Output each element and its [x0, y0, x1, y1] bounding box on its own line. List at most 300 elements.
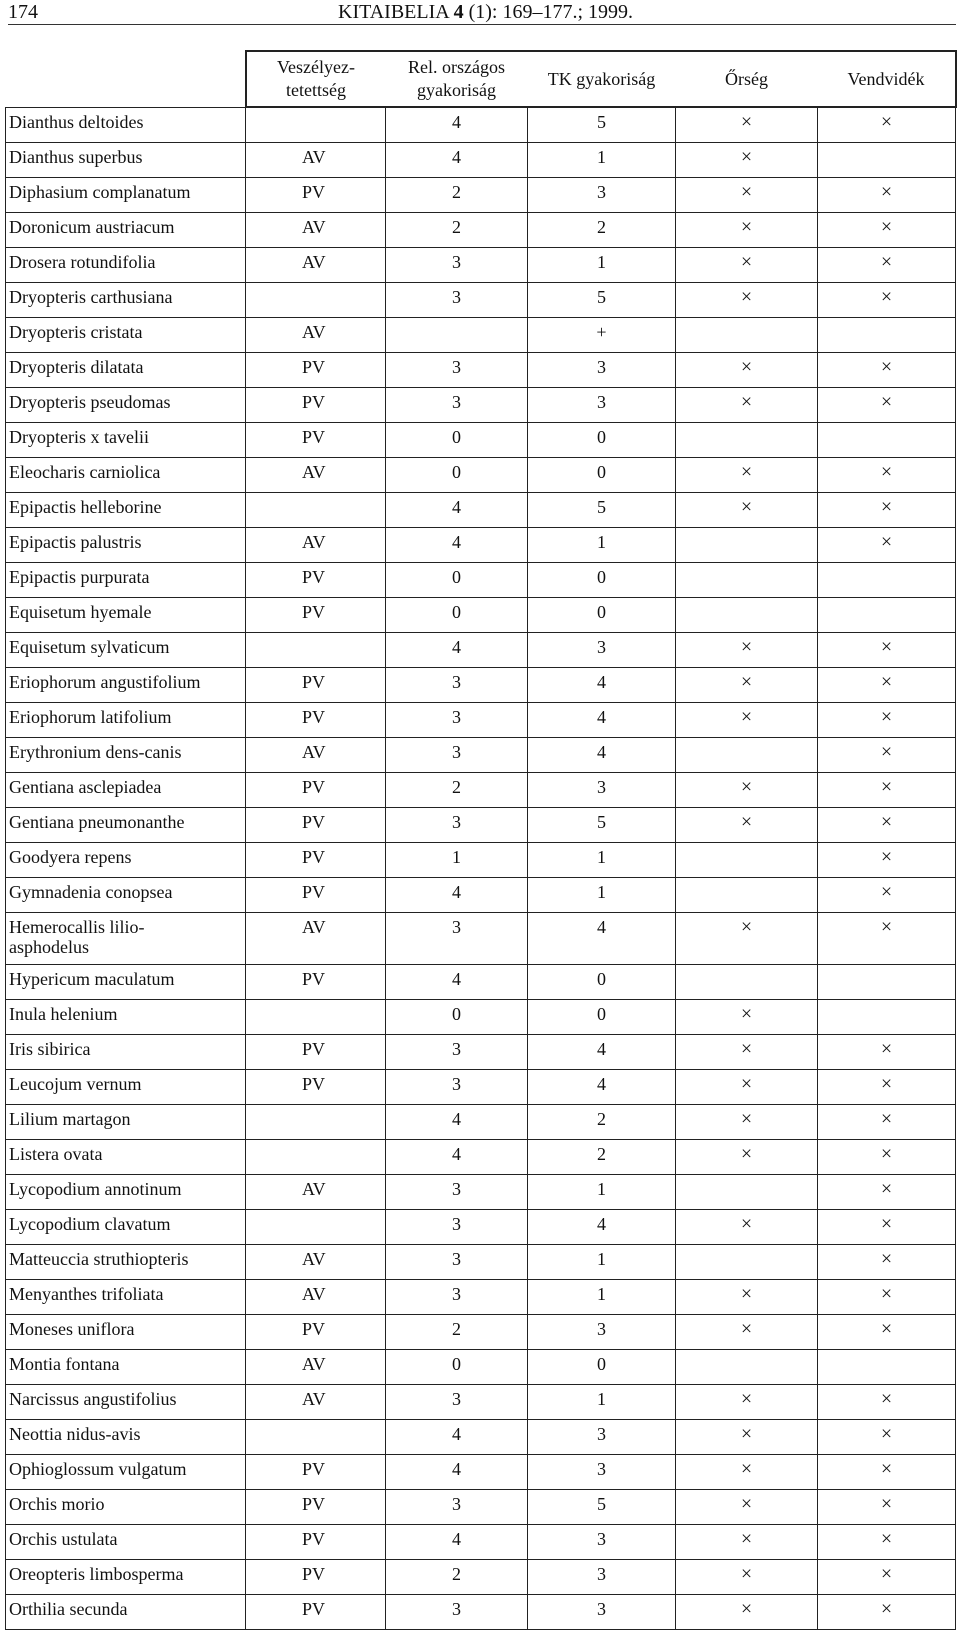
species-name-cell: Equisetum sylvaticum [6, 633, 246, 668]
veszelyeztetettseg-cell [246, 107, 386, 143]
orseg-cell [676, 423, 818, 458]
veszelyeztetettseg-cell: PV [246, 1315, 386, 1350]
veszelyeztetettseg-cell: AV [246, 248, 386, 283]
rel-orszagos-cell: 4 [386, 965, 528, 1000]
rel-orszagos-cell: 0 [386, 563, 528, 598]
table-row [6, 493, 956, 528]
orseg-cell [676, 738, 818, 773]
vendvidek-cell: × [818, 1385, 956, 1420]
tk-gyakorisag-cell: 3 [528, 1455, 676, 1490]
table-row [6, 1490, 956, 1525]
rel-orszagos-cell: 4 [386, 1420, 528, 1455]
orseg-cell: × [676, 1455, 818, 1490]
table-row [6, 1210, 956, 1245]
species-name-cell: Orchis ustulata [6, 1525, 246, 1560]
orseg-cell [676, 878, 818, 913]
rel-orszagos-cell: 3 [386, 353, 528, 388]
tk-gyakorisag-cell: 1 [528, 878, 676, 913]
column-header-vendvidek: Vendvidék [818, 51, 956, 107]
tk-gyakorisag-cell: 4 [528, 668, 676, 703]
tk-gyakorisag-cell: 4 [528, 703, 676, 738]
vendvidek-cell [818, 563, 956, 598]
vendvidek-cell: × [818, 1315, 956, 1350]
veszelyeztetettseg-cell: PV [246, 598, 386, 633]
vendvidek-cell: × [818, 493, 956, 528]
table-row [6, 1385, 956, 1420]
vendvidek-cell: × [818, 1490, 956, 1525]
tk-gyakorisag-cell: + [528, 318, 676, 353]
vendvidek-cell [818, 965, 956, 1000]
tk-gyakorisag-cell: 5 [528, 493, 676, 528]
vendvidek-cell [818, 1000, 956, 1035]
veszelyeztetettseg-cell: PV [246, 1490, 386, 1525]
species-name-cell: Dryopteris dilatata [6, 353, 246, 388]
table-row [6, 1070, 956, 1105]
rel-orszagos-cell: 3 [386, 1175, 528, 1210]
veszelyeztetettseg-cell [246, 493, 386, 528]
rel-orszagos-cell: 4 [386, 143, 528, 178]
tk-gyakorisag-cell: 1 [528, 843, 676, 878]
table-row [6, 703, 956, 738]
vendvidek-cell [818, 423, 956, 458]
species-name-cell: Matteuccia struthiopteris [6, 1245, 246, 1280]
rel-orszagos-cell: 3 [386, 668, 528, 703]
vendvidek-cell: × [818, 528, 956, 563]
tk-gyakorisag-cell: 0 [528, 965, 676, 1000]
tk-gyakorisag-cell: 3 [528, 1525, 676, 1560]
column-header-rel-orszagos [386, 51, 528, 107]
vendvidek-cell [818, 1350, 956, 1385]
veszelyeztetettseg-cell: PV [246, 563, 386, 598]
veszelyeztetettseg-cell: PV [246, 843, 386, 878]
tk-gyakorisag-cell: 0 [528, 1350, 676, 1385]
tk-gyakorisag-cell: 0 [528, 423, 676, 458]
orseg-cell: × [676, 178, 818, 213]
vendvidek-cell [818, 143, 956, 178]
table-row [6, 1140, 956, 1175]
species-name-cell: Ophioglossum vulgatum [6, 1455, 246, 1490]
column-header-name [6, 51, 246, 107]
tk-gyakorisag-cell: 5 [528, 1490, 676, 1525]
tk-gyakorisag-cell: 2 [528, 1140, 676, 1175]
vendvidek-cell: × [818, 1140, 956, 1175]
species-name-cell: Erythronium dens-canis [6, 738, 246, 773]
vendvidek-cell: × [818, 388, 956, 423]
veszelyeztetettseg-cell: AV [246, 318, 386, 353]
vendvidek-cell: × [818, 213, 956, 248]
rel-orszagos-cell: 3 [386, 703, 528, 738]
rel-orszagos-cell: 0 [386, 598, 528, 633]
orseg-cell [676, 1245, 818, 1280]
orseg-cell: × [676, 1525, 818, 1560]
journal-name: KITAIBELIA [338, 1, 449, 23]
rel-orszagos-cell: 3 [386, 248, 528, 283]
orseg-cell: × [676, 1315, 818, 1350]
species-name-cell: Hemerocallis lilio- asphodelus [6, 913, 246, 965]
tk-gyakorisag-cell: 4 [528, 738, 676, 773]
tk-gyakorisag-cell: 3 [528, 388, 676, 423]
vendvidek-cell: × [818, 1035, 956, 1070]
veszelyeztetettseg-cell: PV [246, 1035, 386, 1070]
veszelyeztetettseg-cell: AV [246, 213, 386, 248]
table-row [6, 283, 956, 318]
table-row [6, 1105, 956, 1140]
species-name-cell: Dryopteris carthusiana [6, 283, 246, 318]
species-name-cell: Gentiana asclepiadea [6, 773, 246, 808]
species-name-cell: Inula helenium [6, 1000, 246, 1035]
vendvidek-cell: × [818, 353, 956, 388]
vendvidek-cell [818, 598, 956, 633]
tk-gyakorisag-cell: 4 [528, 913, 676, 965]
veszelyeztetettseg-cell [246, 1105, 386, 1140]
species-name-cell: Menyanthes trifoliata [6, 1280, 246, 1315]
veszelyeztetettseg-cell: PV [246, 965, 386, 1000]
veszelyeztetettseg-cell: PV [246, 1070, 386, 1105]
orseg-cell: × [676, 808, 818, 843]
table-row [6, 388, 956, 423]
table-row [6, 633, 956, 668]
species-name-cell: Leucojum vernum [6, 1070, 246, 1105]
veszelyeztetettseg-cell [246, 1140, 386, 1175]
tk-gyakorisag-cell: 5 [528, 808, 676, 843]
tk-gyakorisag-cell: 0 [528, 458, 676, 493]
species-name-cell: Dianthus deltoides [6, 107, 246, 143]
tk-gyakorisag-cell: 4 [528, 1210, 676, 1245]
table-row [6, 1280, 956, 1315]
veszelyeztetettseg-cell [246, 1420, 386, 1455]
orseg-cell: × [676, 213, 818, 248]
species-name-cell: Dryopteris cristata [6, 318, 246, 353]
table-row [6, 107, 956, 143]
rel-orszagos-cell: 4 [386, 493, 528, 528]
tk-gyakorisag-cell: 1 [528, 1175, 676, 1210]
orseg-cell: × [676, 1140, 818, 1175]
veszelyeztetettseg-line-1: Veszélyez- [277, 57, 355, 77]
orseg-cell: × [676, 1280, 818, 1315]
rel-orszagos-cell: 3 [386, 808, 528, 843]
veszelyeztetettseg-cell: PV [246, 1525, 386, 1560]
species-table [5, 50, 957, 1630]
orseg-cell: × [676, 458, 818, 493]
veszelyeztetettseg-cell: PV [246, 878, 386, 913]
veszelyeztetettseg-cell: PV [246, 773, 386, 808]
rel-orszagos-cell: 4 [386, 528, 528, 563]
vendvidek-cell: × [818, 843, 956, 878]
table-row [6, 1035, 956, 1070]
veszelyeztetettseg-cell: PV [246, 178, 386, 213]
orseg-cell [676, 843, 818, 878]
table-row [6, 965, 956, 1000]
table-row [6, 213, 956, 248]
orseg-cell: × [676, 1000, 818, 1035]
rel-orszagos-cell: 2 [386, 213, 528, 248]
vendvidek-cell: × [818, 738, 956, 773]
veszelyeztetettseg-cell [246, 1000, 386, 1035]
orseg-cell: × [676, 1105, 818, 1140]
rel-orszagos-cell: 0 [386, 458, 528, 493]
column-header-orseg: Őrség [676, 51, 818, 107]
vendvidek-cell: × [818, 1210, 956, 1245]
running-title [338, 1, 633, 24]
veszelyeztetettseg-cell: PV [246, 1560, 386, 1595]
orseg-cell: × [676, 1490, 818, 1525]
vendvidek-cell: × [818, 1420, 956, 1455]
orseg-cell: × [676, 353, 818, 388]
veszelyeztetettseg-cell: PV [246, 1455, 386, 1490]
page-number: 174 [8, 1, 38, 23]
orseg-cell: × [676, 633, 818, 668]
species-name-cell: Eriophorum angustifolium [6, 668, 246, 703]
vendvidek-cell: × [818, 283, 956, 318]
species-name-cell: Lycopodium annotinum [6, 1175, 246, 1210]
veszelyeztetettseg-cell: AV [246, 458, 386, 493]
species-name-cell: Goodyera repens [6, 843, 246, 878]
page-header [8, 0, 956, 25]
table-row [6, 1000, 956, 1035]
journal-issue-pages: (1): 169–177.; 1999. [468, 1, 634, 23]
veszelyeztetettseg-cell [246, 633, 386, 668]
table-row [6, 773, 956, 808]
species-name-cell: Moneses uniflora [6, 1315, 246, 1350]
species-name-cell: Montia fontana [6, 1350, 246, 1385]
vendvidek-cell: × [818, 1070, 956, 1105]
tk-gyakorisag-cell: 1 [528, 1385, 676, 1420]
rel-orszagos-cell: 3 [386, 1280, 528, 1315]
orseg-cell: × [676, 1210, 818, 1245]
table-row [6, 878, 956, 913]
veszelyeztetettseg-cell: AV [246, 738, 386, 773]
tk-gyakorisag-cell: 1 [528, 248, 676, 283]
veszelyeztetettseg-cell: AV [246, 1350, 386, 1385]
veszelyeztetettseg-cell: PV [246, 703, 386, 738]
rel-orszagos-cell: 0 [386, 1000, 528, 1035]
tk-gyakorisag-cell: 1 [528, 528, 676, 563]
tk-gyakorisag-cell: 1 [528, 1280, 676, 1315]
vendvidek-cell: × [818, 773, 956, 808]
orseg-cell [676, 965, 818, 1000]
orseg-cell: × [676, 1385, 818, 1420]
orseg-cell: × [676, 913, 818, 965]
veszelyeztetettseg-cell: AV [246, 1280, 386, 1315]
species-name-cell: Drosera rotundifolia [6, 248, 246, 283]
orseg-cell [676, 1175, 818, 1210]
veszelyeztetettseg-cell: AV [246, 1385, 386, 1420]
veszelyeztetettseg-cell: PV [246, 668, 386, 703]
table-row [6, 1350, 956, 1385]
rel-orszagos-line-1: Rel. országos [408, 57, 505, 77]
vendvidek-cell: × [818, 1560, 956, 1595]
vendvidek-cell: × [818, 808, 956, 843]
rel-orszagos-cell: 3 [386, 1210, 528, 1245]
vendvidek-cell: × [818, 633, 956, 668]
rel-orszagos-cell: 3 [386, 283, 528, 318]
table-row [6, 1175, 956, 1210]
orseg-cell: × [676, 248, 818, 283]
rel-orszagos-cell: 3 [386, 1595, 528, 1630]
vendvidek-cell: × [818, 1525, 956, 1560]
species-name-cell: Iris sibirica [6, 1035, 246, 1070]
species-name-cell: Hypericum maculatum [6, 965, 246, 1000]
tk-gyakorisag-cell: 0 [528, 598, 676, 633]
table-row [6, 1455, 956, 1490]
orseg-cell: × [676, 143, 818, 178]
table-row [6, 808, 956, 843]
vendvidek-cell: × [818, 1245, 956, 1280]
orseg-cell: × [676, 1035, 818, 1070]
veszelyeztetettseg-cell: AV [246, 913, 386, 965]
vendvidek-cell: × [818, 668, 956, 703]
species-name-cell: Eriophorum latifolium [6, 703, 246, 738]
rel-orszagos-cell: 3 [386, 1070, 528, 1105]
rel-orszagos-cell: 2 [386, 1315, 528, 1350]
species-name-cell: Oreopteris limbosperma [6, 1560, 246, 1595]
table-row [6, 913, 956, 965]
tk-gyakorisag-cell: 2 [528, 1105, 676, 1140]
rel-orszagos-cell: 0 [386, 1350, 528, 1385]
vendvidek-cell: × [818, 703, 956, 738]
rel-orszagos-cell: 4 [386, 1455, 528, 1490]
orseg-cell: × [676, 283, 818, 318]
table-row [6, 423, 956, 458]
tk-gyakorisag-cell: 5 [528, 107, 676, 143]
vendvidek-cell: × [818, 458, 956, 493]
table-row [6, 528, 956, 563]
species-name-cell: Lycopodium clavatum [6, 1210, 246, 1245]
species-name-cell: Lilium martagon [6, 1105, 246, 1140]
species-name-cell: Doronicum austriacum [6, 213, 246, 248]
table-row [6, 1525, 956, 1560]
species-name-cell: Dryopteris x tavelii [6, 423, 246, 458]
vendvidek-cell: × [818, 1280, 956, 1315]
vendvidek-cell: × [818, 1455, 956, 1490]
tk-gyakorisag-cell: 1 [528, 143, 676, 178]
species-name-cell: Orthilia secunda [6, 1595, 246, 1630]
species-name-cell: Dianthus superbus [6, 143, 246, 178]
species-name-cell: Orchis morio [6, 1490, 246, 1525]
orseg-cell: × [676, 1070, 818, 1105]
table-header-row [6, 51, 956, 107]
veszelyeztetettseg-cell: AV [246, 1245, 386, 1280]
tk-gyakorisag-cell: 3 [528, 353, 676, 388]
tk-gyakorisag-cell: 0 [528, 1000, 676, 1035]
rel-orszagos-cell [386, 318, 528, 353]
table-row [6, 738, 956, 773]
veszelyeztetettseg-cell: AV [246, 143, 386, 178]
veszelyeztetettseg-cell: AV [246, 528, 386, 563]
rel-orszagos-cell: 4 [386, 1525, 528, 1560]
tk-gyakorisag-cell: 5 [528, 283, 676, 318]
species-name-cell: Epipactis helleborine [6, 493, 246, 528]
tk-gyakorisag-cell: 3 [528, 178, 676, 213]
species-name-cell: Neottia nidus-avis [6, 1420, 246, 1455]
tk-gyakorisag-cell: 4 [528, 1035, 676, 1070]
tk-gyakorisag-cell: 0 [528, 563, 676, 598]
journal-volume: 4 [453, 1, 464, 23]
rel-orszagos-cell: 2 [386, 1560, 528, 1595]
rel-orszagos-cell: 4 [386, 1105, 528, 1140]
rel-orszagos-cell: 3 [386, 1490, 528, 1525]
orseg-cell [676, 598, 818, 633]
table-row [6, 178, 956, 213]
rel-orszagos-line-2: gyakoriság [417, 80, 496, 100]
tk-gyakorisag-cell: 3 [528, 1315, 676, 1350]
orseg-cell [676, 563, 818, 598]
rel-orszagos-cell: 3 [386, 1035, 528, 1070]
vendvidek-cell: × [818, 1595, 956, 1630]
rel-orszagos-cell: 3 [386, 388, 528, 423]
orseg-cell [676, 318, 818, 353]
table-row [6, 563, 956, 598]
tk-gyakorisag-cell: 1 [528, 1245, 676, 1280]
table-body [6, 107, 956, 1630]
veszelyeztetettseg-line-2: tetettség [286, 80, 346, 100]
tk-gyakorisag-cell: 3 [528, 773, 676, 808]
tk-gyakorisag-cell: 3 [528, 1595, 676, 1630]
column-header-veszelyeztetettseg [246, 51, 386, 107]
tk-gyakorisag-cell: 3 [528, 1560, 676, 1595]
table-row [6, 1245, 956, 1280]
orseg-cell: × [676, 1420, 818, 1455]
table-row [6, 843, 956, 878]
species-name-cell: Narcissus angustifolius [6, 1385, 246, 1420]
orseg-cell: × [676, 493, 818, 528]
rel-orszagos-cell: 4 [386, 107, 528, 143]
vendvidek-cell: × [818, 178, 956, 213]
table-row [6, 143, 956, 178]
orseg-cell: × [676, 1595, 818, 1630]
species-name-cell: Gentiana pneumonanthe [6, 808, 246, 843]
orseg-cell [676, 1350, 818, 1385]
species-name-cell: Listera ovata [6, 1140, 246, 1175]
table-row [6, 318, 956, 353]
vendvidek-cell: × [818, 107, 956, 143]
orseg-cell: × [676, 107, 818, 143]
veszelyeztetettseg-cell: PV [246, 423, 386, 458]
table-row [6, 248, 956, 283]
rel-orszagos-cell: 3 [386, 1385, 528, 1420]
table-row [6, 458, 956, 493]
veszelyeztetettseg-cell [246, 283, 386, 318]
rel-orszagos-cell: 2 [386, 178, 528, 213]
rel-orszagos-cell: 3 [386, 738, 528, 773]
vendvidek-cell: × [818, 248, 956, 283]
species-name-cell: Epipactis palustris [6, 528, 246, 563]
table-row [6, 1420, 956, 1455]
veszelyeztetettseg-cell: PV [246, 353, 386, 388]
vendvidek-cell: × [818, 913, 956, 965]
veszelyeztetettseg-cell: PV [246, 388, 386, 423]
vendvidek-cell: × [818, 1105, 956, 1140]
rel-orszagos-cell: 3 [386, 913, 528, 965]
tk-gyakorisag-cell: 3 [528, 1420, 676, 1455]
veszelyeztetettseg-cell: PV [246, 1595, 386, 1630]
rel-orszagos-cell: 0 [386, 423, 528, 458]
orseg-cell: × [676, 388, 818, 423]
rel-orszagos-cell: 4 [386, 633, 528, 668]
table-row [6, 1560, 956, 1595]
species-name-cell: Gymnadenia conopsea [6, 878, 246, 913]
column-header-tk-gyakorisag: TK gyakoriság [528, 51, 676, 107]
veszelyeztetettseg-cell: AV [246, 1175, 386, 1210]
rel-orszagos-cell: 4 [386, 878, 528, 913]
vendvidek-cell [818, 318, 956, 353]
vendvidek-cell: × [818, 1175, 956, 1210]
rel-orszagos-cell: 2 [386, 773, 528, 808]
orseg-cell: × [676, 703, 818, 738]
table-row [6, 1595, 956, 1630]
table-row [6, 598, 956, 633]
table-row [6, 668, 956, 703]
